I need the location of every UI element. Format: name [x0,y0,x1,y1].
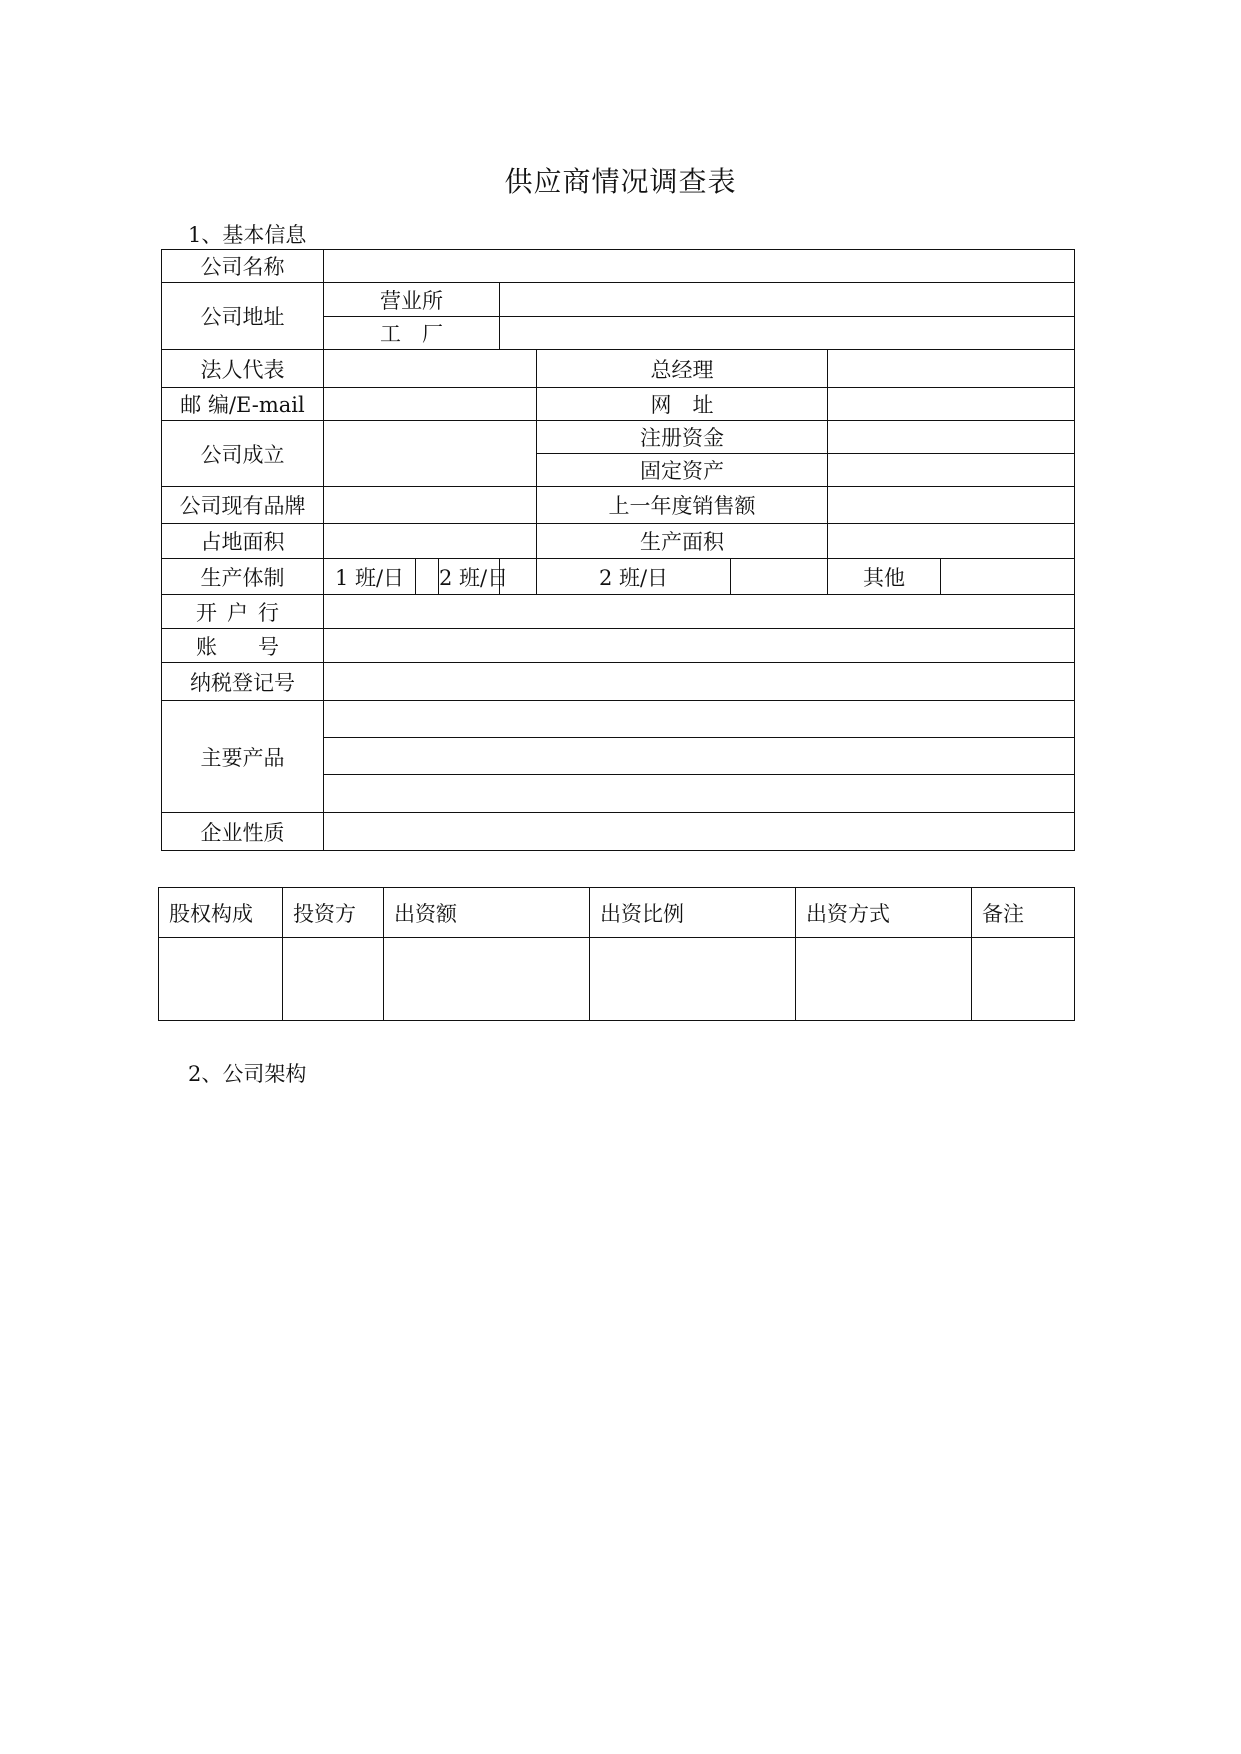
equity-header-row [159,888,1075,938]
field-production-area[interactable] [828,524,1075,559]
equity-cell-method[interactable] [796,938,972,1021]
label-legal-rep: 法人代表 [162,350,324,388]
basic-info-table [161,249,1075,851]
section-company-structure: 2、公司架构 [188,1062,307,1086]
label-postcode-email: 邮 编/E-mail [162,388,324,421]
field-other[interactable] [941,559,1075,595]
row-postcode-email [162,388,1075,421]
label-brands: 公司现有品牌 [162,487,324,524]
equity-header-ratio: 出资比例 [590,888,796,938]
equity-row [159,938,1075,1021]
page-title: 供应商情况调查表 [504,165,737,198]
label-shift-1: 1 班/日 [324,559,416,595]
label-fixed-assets: 固定资产 [537,454,828,487]
field-last-year-sales[interactable] [828,487,1075,524]
label-company-name: 公司名称 [162,250,324,283]
field-general-manager[interactable] [828,350,1075,388]
field-factory[interactable] [500,317,1075,350]
equity-table [158,887,1075,1021]
row-main-products-1 [162,701,1075,738]
label-bank: 开户行 [162,595,324,629]
equity-cell-remarks[interactable] [972,938,1075,1021]
row-tax-reg [162,663,1075,701]
field-registered-capital[interactable] [828,421,1075,454]
row-account [162,629,1075,663]
label-production-area: 生产面积 [537,524,828,559]
field-established[interactable] [324,421,537,487]
equity-header-amount: 出资额 [384,888,590,938]
equity-header-remarks: 备注 [972,888,1075,938]
label-land-area: 占地面积 [162,524,324,559]
field-brands[interactable] [324,487,537,524]
equity-header-composition: 股权构成 [159,888,283,938]
field-enterprise-nature[interactable] [324,813,1075,851]
field-fixed-assets[interactable] [828,454,1075,487]
field-shift-3[interactable] [731,559,828,595]
field-postcode-email[interactable] [324,388,537,421]
field-website[interactable] [828,388,1075,421]
section-basic-info: 1、基本信息 [188,223,307,247]
row-bank [162,595,1075,629]
equity-header-investor: 投资方 [283,888,384,938]
label-tax-reg: 纳税登记号 [162,663,324,701]
field-account[interactable] [324,629,1075,663]
row-company-name [162,250,1075,283]
field-bank[interactable] [324,595,1075,629]
row-legal-rep [162,350,1075,388]
row-area [162,524,1075,559]
equity-cell-investor[interactable] [283,938,384,1021]
row-enterprise-nature [162,813,1075,851]
field-land-area[interactable] [324,524,537,559]
field-tax-reg[interactable] [324,663,1075,701]
label-established: 公司成立 [162,421,324,487]
field-legal-rep[interactable] [324,350,537,388]
label-last-year-sales: 上一年度销售额 [537,487,828,524]
field-shift-1[interactable] [416,559,439,595]
equity-cell-ratio[interactable] [590,938,796,1021]
label-enterprise-nature: 企业性质 [162,813,324,851]
label-shift-2: 2 班/日 [439,559,500,595]
label-production-system: 生产体制 [162,559,324,595]
label-factory: 工 厂 [324,317,500,350]
label-general-manager: 总经理 [537,350,828,388]
label-account: 账 号 [162,629,324,663]
field-company-name[interactable] [324,250,1075,283]
row-established-capital [162,421,1075,454]
label-other: 其他 [828,559,941,595]
field-main-products-2[interactable] [324,738,1075,775]
label-company-address: 公司地址 [162,283,324,350]
row-production-system [162,559,1075,595]
label-website: 网 址 [537,388,828,421]
label-main-products: 主要产品 [162,701,324,813]
field-main-products-3[interactable] [324,775,1075,813]
field-business-office[interactable] [500,283,1075,317]
label-registered-capital: 注册资金 [537,421,828,454]
equity-cell-composition[interactable] [159,938,283,1021]
equity-header-method: 出资方式 [796,888,972,938]
label-shift-3: 2 班/日 [537,559,731,595]
equity-cell-amount[interactable] [384,938,590,1021]
field-main-products-1[interactable] [324,701,1075,738]
row-address-office [162,283,1075,317]
label-business-office: 营业所 [324,283,500,317]
row-brands [162,487,1075,524]
